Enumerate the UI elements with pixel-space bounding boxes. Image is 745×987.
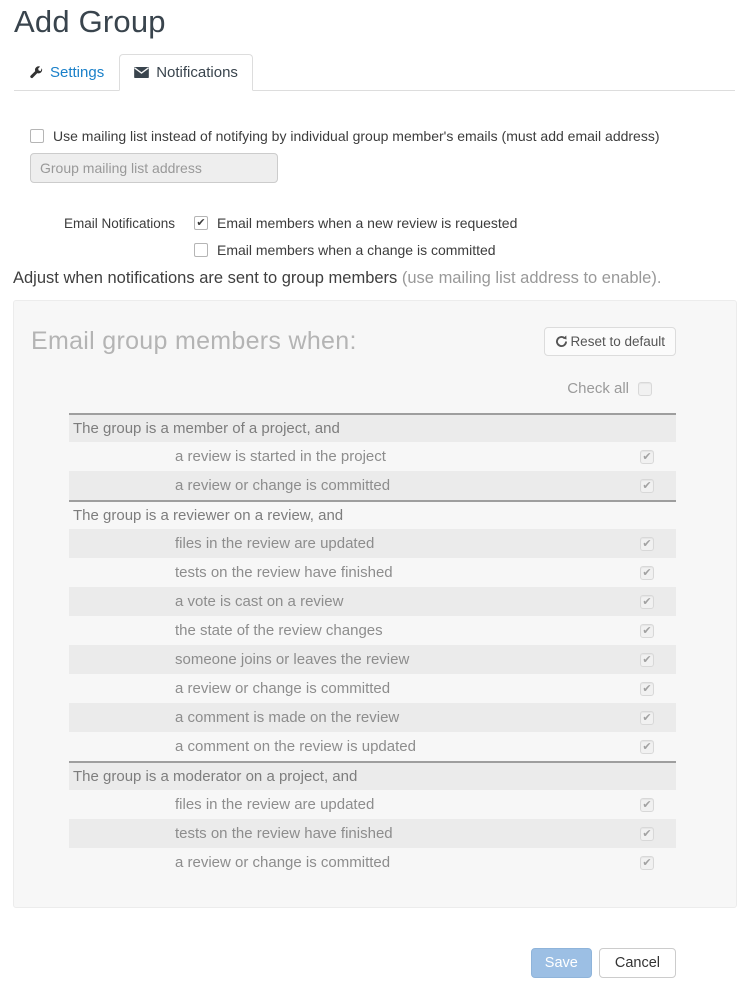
row-checkbox: ✔ — [640, 682, 654, 696]
use-mailing-list-checkbox[interactable] — [30, 129, 44, 143]
use-mailing-list-label: Use mailing list instead of notifying by individual group member's emails (must add email address) — [53, 128, 660, 144]
cancel-button[interactable]: Cancel — [599, 948, 676, 978]
save-button[interactable]: Save — [531, 948, 592, 978]
email-notifications-label: Email Notifications — [63, 215, 175, 231]
group-mailing-list-input — [30, 153, 278, 183]
table-row: files in the review are updated ✔ — [69, 529, 676, 558]
reset-to-default-button[interactable] — [544, 327, 676, 356]
notify-new-review-label: Email members when a new review is requested — [217, 215, 518, 231]
check-all-checkbox — [638, 382, 652, 396]
use-mailing-list-row — [30, 128, 731, 144]
row-checkbox: ✔ — [640, 450, 654, 464]
wrench-icon — [29, 66, 43, 80]
tab-settings[interactable] — [14, 54, 119, 91]
table-row: a review or change is committed ✔ — [69, 848, 676, 877]
form-actions — [0, 948, 676, 978]
tab-notifications[interactable] — [119, 54, 253, 91]
reset-to-default-label: Reset to default — [570, 334, 665, 349]
adjust-notifications-text: Adjust when notifications are sent to group members (use mailing list address to enable). — [13, 269, 662, 287]
row-checkbox: ✔ — [640, 711, 654, 725]
tab-notifications-label: Notifications — [156, 64, 238, 81]
check-all-label: Check all — [567, 380, 629, 397]
row-checkbox: ✔ — [640, 740, 654, 754]
email-notifications-section — [0, 215, 745, 258]
row-checkbox: ✔ — [640, 479, 654, 493]
table-row: a review is started in the project ✔ — [69, 442, 676, 471]
notify-change-committed-label: Email members when a change is committed — [217, 242, 496, 258]
table-row: tests on the review have finished ✔ — [69, 819, 676, 848]
row-checkbox: ✔ — [640, 595, 654, 609]
row-checkbox: ✔ — [640, 827, 654, 841]
row-checkbox: ✔ — [640, 798, 654, 812]
notifications-panel — [13, 300, 737, 908]
panel-heading: Email group members when: — [31, 327, 357, 355]
table-row: tests on the review have finished ✔ — [69, 558, 676, 587]
row-checkbox: ✔ — [640, 566, 654, 580]
check-all-row — [14, 380, 652, 397]
table-row-header: The group is a moderator on a project, and — [69, 761, 676, 790]
notify-new-review-checkbox[interactable]: ✔ — [194, 216, 208, 230]
table-row: someone joins or leaves the review ✔ — [69, 645, 676, 674]
table-row: a comment on the review is updated ✔ — [69, 732, 676, 761]
adjust-notifications-hint: (use mailing list address to enable). — [397, 269, 662, 287]
table-row: files in the review are updated ✔ — [69, 790, 676, 819]
row-checkbox: ✔ — [640, 856, 654, 870]
row-checkbox: ✔ — [640, 653, 654, 667]
table-row: a comment is made on the review ✔ — [69, 703, 676, 732]
row-checkbox: ✔ — [640, 537, 654, 551]
envelope-icon — [134, 67, 149, 78]
table-row-header: The group is a member of a project, and — [69, 413, 676, 442]
tab-settings-label: Settings — [50, 64, 105, 81]
page-title: Add Group — [14, 4, 166, 39]
tab-bar — [14, 54, 735, 91]
refresh-icon — [555, 335, 568, 348]
table-row: the state of the review changes ✔ — [69, 616, 676, 645]
table-row: a vote is cast on a review ✔ — [69, 587, 676, 616]
table-row: a review or change is committed ✔ — [69, 471, 676, 500]
table-row-header: The group is a reviewer on a review, and — [69, 500, 676, 529]
table-row: a review or change is committed ✔ — [69, 674, 676, 703]
notify-change-committed-checkbox[interactable] — [194, 243, 208, 257]
notification-rules-table — [69, 413, 676, 877]
row-checkbox: ✔ — [640, 624, 654, 638]
